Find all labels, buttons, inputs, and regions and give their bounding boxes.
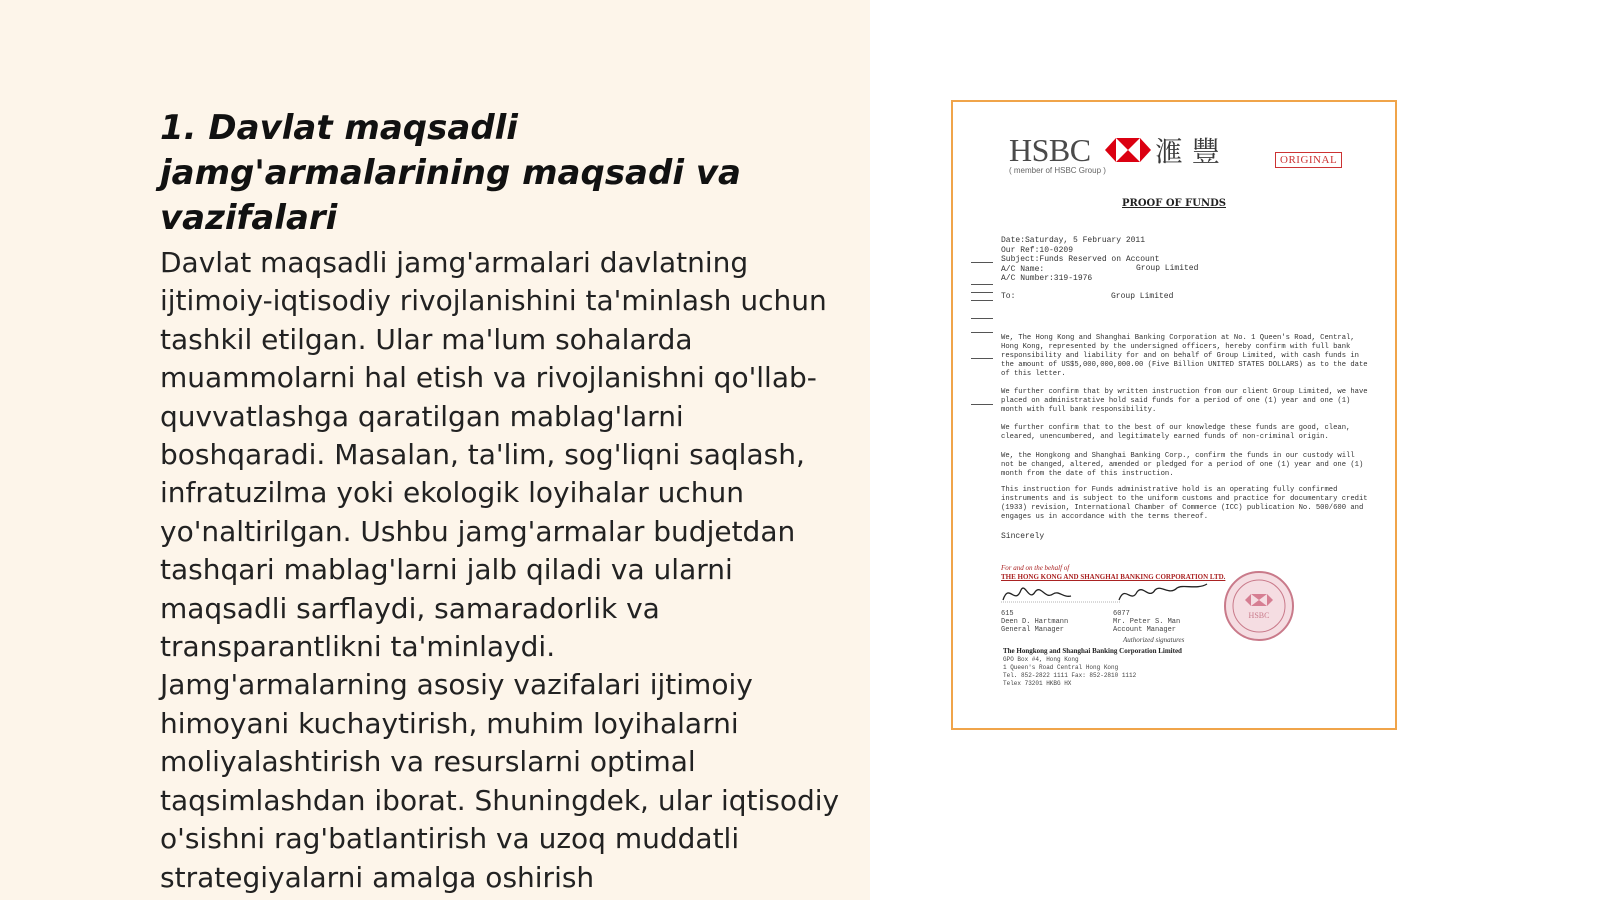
letter-paragraph: This instruction for Funds administrative hold is an operating fully confirmed instruments and is subject to the uniform customs and practice for documentary credit (1933) revision, International Chamber of Commerce (ICC) publication No. 500/600 and engages us in accordance with the terms thereof. [1001,486,1368,521]
margin-mark [971,332,993,333]
proof-of-funds-image [951,100,1397,730]
signatures [1001,578,1221,610]
sig-line: 6077 [1113,610,1130,618]
margin-mark [971,404,993,405]
address-line: Telex 73201 HKBG HX [1003,680,1072,687]
authorized-signatures: Authorized signatures [1123,636,1185,644]
letter-paragraph: We further confirm that by written instruction from our client Group Limited, we have placed on administrative hold said funds for a period of one (1) year and one (1) month with full bank responsibility. [1001,388,1368,414]
bank-letter [953,102,1395,728]
letter-meta [1001,236,1159,284]
margin-mark [971,284,993,285]
body-paragraph-2: Jamg'armalarning asosiy vazifalari ijtimoiy himoyani kuchaytirish, muhim loyihalarni moliyalashtirish va resurslarni optimal taqsimlashdan iborat. Shuningdek, ular iqtisodiy o'sishni rag'batlantirish va uzoq muddatli strategiyalarni amalga oshirish [160,668,840,894]
seal-text: HSBC [1248,611,1270,620]
margin-mark [971,300,993,301]
body-paragraph-1: Davlat maqsadli jamg'armalari davlatning ijtimoiy-iqtisodiy rivojlanishini ta'minlash uchun tashkil etilgan. Ular ma'lum sohalarda muammolarni hal etish va rivojlanishni qo'llab-quvvatlashga qaratilgan mablag'larni boshqaradi. Masalan, ta'lim, sog'liqni saqlash, infratuzilma yoki ekologik loyihalar uchun yo'naltirilgan. Ushbu jamg'armalar budjetdan tashqari mablag'larni jalb qiladi va ularni maqsadli sarflaydi, samaradorlik va transparantlikni ta'minlaydi. [160,246,827,664]
hsbc-logo-text: HSBC [1009,132,1091,168]
sig-line: Deen D. Hartmann [1001,618,1069,626]
hsbc-chinese-name: 滙 豐 [1155,135,1220,168]
address-line: GPO Box #4, Hong Kong [1003,656,1079,663]
sig-line: Mr. Peter S. Man [1113,618,1181,626]
to-label: To: [1001,292,1016,301]
slide-body [160,244,850,897]
hsbc-hexagon-icon [1105,138,1151,162]
address-line: Tel. 852-2822 1111 Fax: 852-2810 1112 [1003,672,1137,679]
meta-line: Date:Saturday, 5 February 2011 [1001,236,1146,245]
sig-line: 615 [1001,610,1014,618]
signatory-left [1001,610,1068,634]
bank-seal-icon [1223,570,1295,642]
footer-address [1003,656,1136,688]
letter-paragraph: We, The Hong Kong and Shanghai Banking Corporation at No. 1 Queen's Road, Central, Hong Kong, represented by the undersigned officers, hereby confirm with full bank responsibility and liability for and on behalf of Group Limited, with cash funds in the amount of US$5,000,000,000.00 (Five Billion UNITED STATES DOLLARS) as to the date of this letter. [1001,334,1368,378]
closing: Sincerely [1001,532,1045,541]
sig-line: General Manager [1001,626,1065,634]
document-title: PROOF OF FUNDS [1122,198,1226,209]
letter-paragraph: We further confirm that to the best of our knowledge these funds are good, clean, cleared, unencumbered, and legitimately earned funds of non-criminal origin. [1001,424,1351,441]
margin-mark [971,262,993,263]
to-value: Group Limited [1111,292,1174,301]
behalf-line: For and on the behalf of [1001,564,1070,572]
margin-mark [971,318,993,319]
slide-heading: 1. Davlat maqsadli jamg'armalarining maqsadi va vazifalari [160,108,741,238]
signatory-right [1113,610,1180,634]
corporation-name: THE HONG KONG AND SHANGHAI BANKING CORPORATION LTD. [1001,573,1226,581]
letter-paragraph: We, the Hongkong and Shanghai Banking Corp., confirm the funds in our custody will not be changed, altered, amended or pledged for a period of one (1) year and one (1) month from the date of this instruction. [1001,452,1364,478]
address-line: 1 Queen's Road Central Hong Kong [1003,664,1119,671]
original-stamp: ORIGINAL [1275,152,1342,168]
margin-mark [971,292,993,293]
ac-name-value: Group Limited [1136,264,1199,273]
meta-line: Our Ref:10-0209 [1001,245,1074,255]
meta-line: A/C Number:319-1976 [1001,274,1093,283]
sig-line: Account Manager [1113,626,1177,634]
footer-corporation: The Hongkong and Shanghai Banking Corporation Limited [1003,647,1182,655]
meta-line: A/C Name: [1001,264,1045,274]
margin-mark [971,358,993,359]
member-note: ( member of HSBC Group ) [1009,166,1106,175]
meta-line: Subject:Funds Reserved on Account [1001,255,1160,264]
